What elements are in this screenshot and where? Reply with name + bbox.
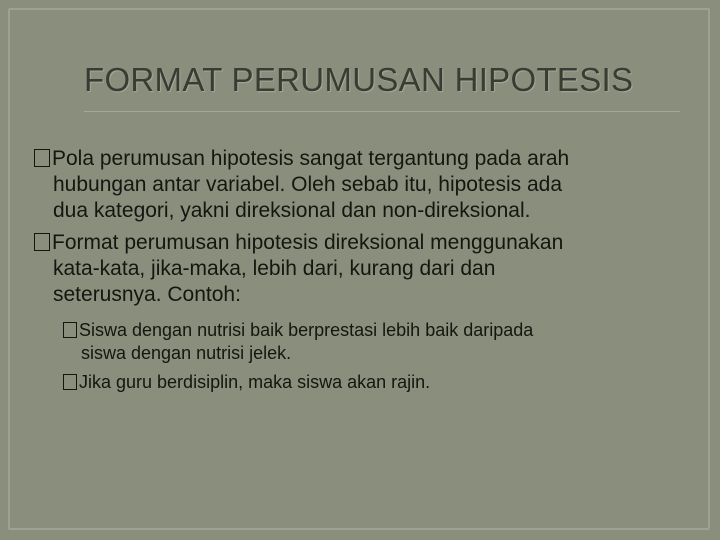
bullet-point-1-text-1: Pola perumusan hipotesis sangat tergantung pada arah [52,147,570,170]
slide-title: FORMAT PERUMUSAN HIPOTESIS [84,61,634,98]
bullet-point-1-line-3: dua kategori, yakni direksional dan non-direksional. [53,199,531,222]
bullet-point-2-line-2: kata-kata, jika-maka, lebih dari, kurang dari dan [53,257,496,280]
bullet-point-1-line-1 [34,146,569,172]
missing-glyph-bullet-icon [34,233,50,251]
missing-glyph-bullet-icon [63,374,77,390]
sub-bullet-point-1-text-1: Siswa dengan nutrisi baik berprestasi lebih baik daripada [79,320,534,340]
bullet-point-1 [34,146,569,224]
bullet-point-1-line-2: hubungan antar variabel. Oleh sebab itu, hipotesis ada [53,173,563,196]
bullet-point-2-text-1: Format perumusan hipotesis direksional menggunakan [52,231,564,254]
missing-glyph-bullet-icon [34,149,50,167]
missing-glyph-bullet-icon [63,322,77,338]
sub-bullet-point-2-text-1: Jika guru berdisiplin, maka siswa akan rajin. [79,372,431,392]
sub-bullet-point-1-line-2: siswa dengan nutrisi jelek. [81,343,292,363]
sub-bullet-point-2 [63,371,430,394]
bullet-point-2-line-3: seterusnya. Contoh: [53,283,241,306]
sub-bullet-point-1 [63,319,533,365]
sub-bullet-point-2-line-1 [63,371,430,394]
sub-bullet-point-1-line-1 [63,319,533,342]
bullet-point-2-line-1 [34,230,563,256]
bullet-point-2 [34,230,563,308]
